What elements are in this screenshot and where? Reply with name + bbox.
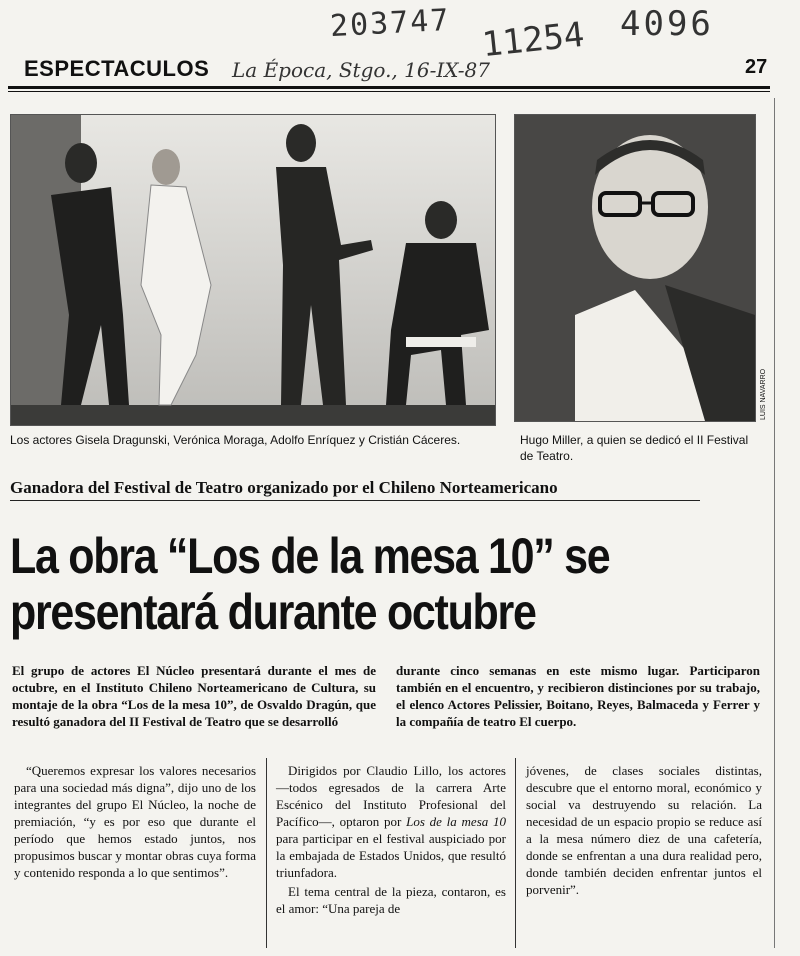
body-column-2	[276, 762, 506, 917]
kicker-underline	[10, 500, 700, 501]
handwritten-ref-1: 203747	[329, 2, 452, 45]
actors-photo	[10, 114, 496, 426]
lead-paragraph-left: El grupo de actores El Núcleo presentará durante el mes de octubre, en el Instituto Chileno Norteamericano de Cultura, su montaje de la obra “Los de la mesa 10”, de Osvaldo Dragún, que resultó ganadora del II Festival de Teatro que se desarrolló	[12, 663, 376, 729]
photo-credit: LUIS NAVARRO	[760, 368, 767, 420]
lead-paragraph-right: durante cinco semanas en este mismo lugar. Participaron también en el encuentro, y recibieron distinciones por su trabajo, el elenco Actores Pelissier, Boitano, Reyes, Balmaceda y Ferrer y la compañía de teatro El cuerpo.	[396, 663, 760, 729]
hugo-miller-portrait	[515, 115, 755, 421]
headline-line-1: La obra “Los de la mesa 10” se	[10, 528, 610, 584]
play-title: Los de la mesa 10	[406, 814, 506, 829]
actors-photo-caption: Los actores Gisela Dragunski, Verónica Moraga, Adolfo Enríquez y Cristián Cáceres.	[10, 433, 461, 447]
article-kicker: Ganadora del Festival de Teatro organizado por el Chileno Norteamericano	[10, 478, 558, 497]
handwritten-ref-2: 11254	[480, 14, 587, 66]
body-column-1: “Queremos expresar los valores necesarios para una sociedad más digna”, dijo uno de los integrantes del grupo El Núcleo, la noche de premiación, “y es por eso que durante el período que hemos estado juntos, nos propusimos buscar y montar obras cuya forma y contenido responda a lo que sentimos”.	[14, 763, 256, 880]
column-divider-2	[515, 758, 516, 948]
section-title: ESPECTACULOS	[24, 56, 210, 81]
page-number: 27	[745, 56, 768, 78]
hugo-miller-photo	[514, 114, 756, 422]
body-column-3: jóvenes, de clases sociales distintas, descubre que el entorno moral, económico y social va destruyendo su relación. La necesidad de un espacio propio se reduce así a la mesa número diez de una cafetería, donde se enfrentan a una dura realidad pero, donde también deciden enfrentar juntos el porvenir”.	[526, 763, 762, 897]
hugo-miller-photo-caption: Hugo Miller, a quien se dedicó el II Festival de Teatro.	[520, 433, 749, 463]
body-column-2-part-c: El tema central de la pieza, contaron, es el amor: “Una pareja de	[276, 884, 506, 916]
handwritten-ref-3: 4096	[620, 4, 714, 44]
clipping-edge	[774, 98, 775, 948]
body-column-2-part-b: para participar en el festival auspiciado por la embajada de Estados Unidos, que resultó triunfadora.	[276, 831, 506, 880]
actors-photo-illustration	[11, 115, 495, 425]
column-divider-1	[266, 758, 267, 948]
body-column-2-part-a: Dirigidos por Claudio Lillo, los actores —todos egresados de la carrera Arte Escénico del Instituto Profesional del Pacífico—, optaron por	[276, 763, 506, 829]
headline-line-2: presentará durante octubre	[10, 584, 536, 640]
masthead-rule	[8, 86, 770, 89]
masthead-rule-thin	[8, 91, 770, 92]
handwritten-dateline: La Época, Stgo., 16-IX-87	[232, 58, 490, 82]
article-headline	[10, 528, 767, 640]
